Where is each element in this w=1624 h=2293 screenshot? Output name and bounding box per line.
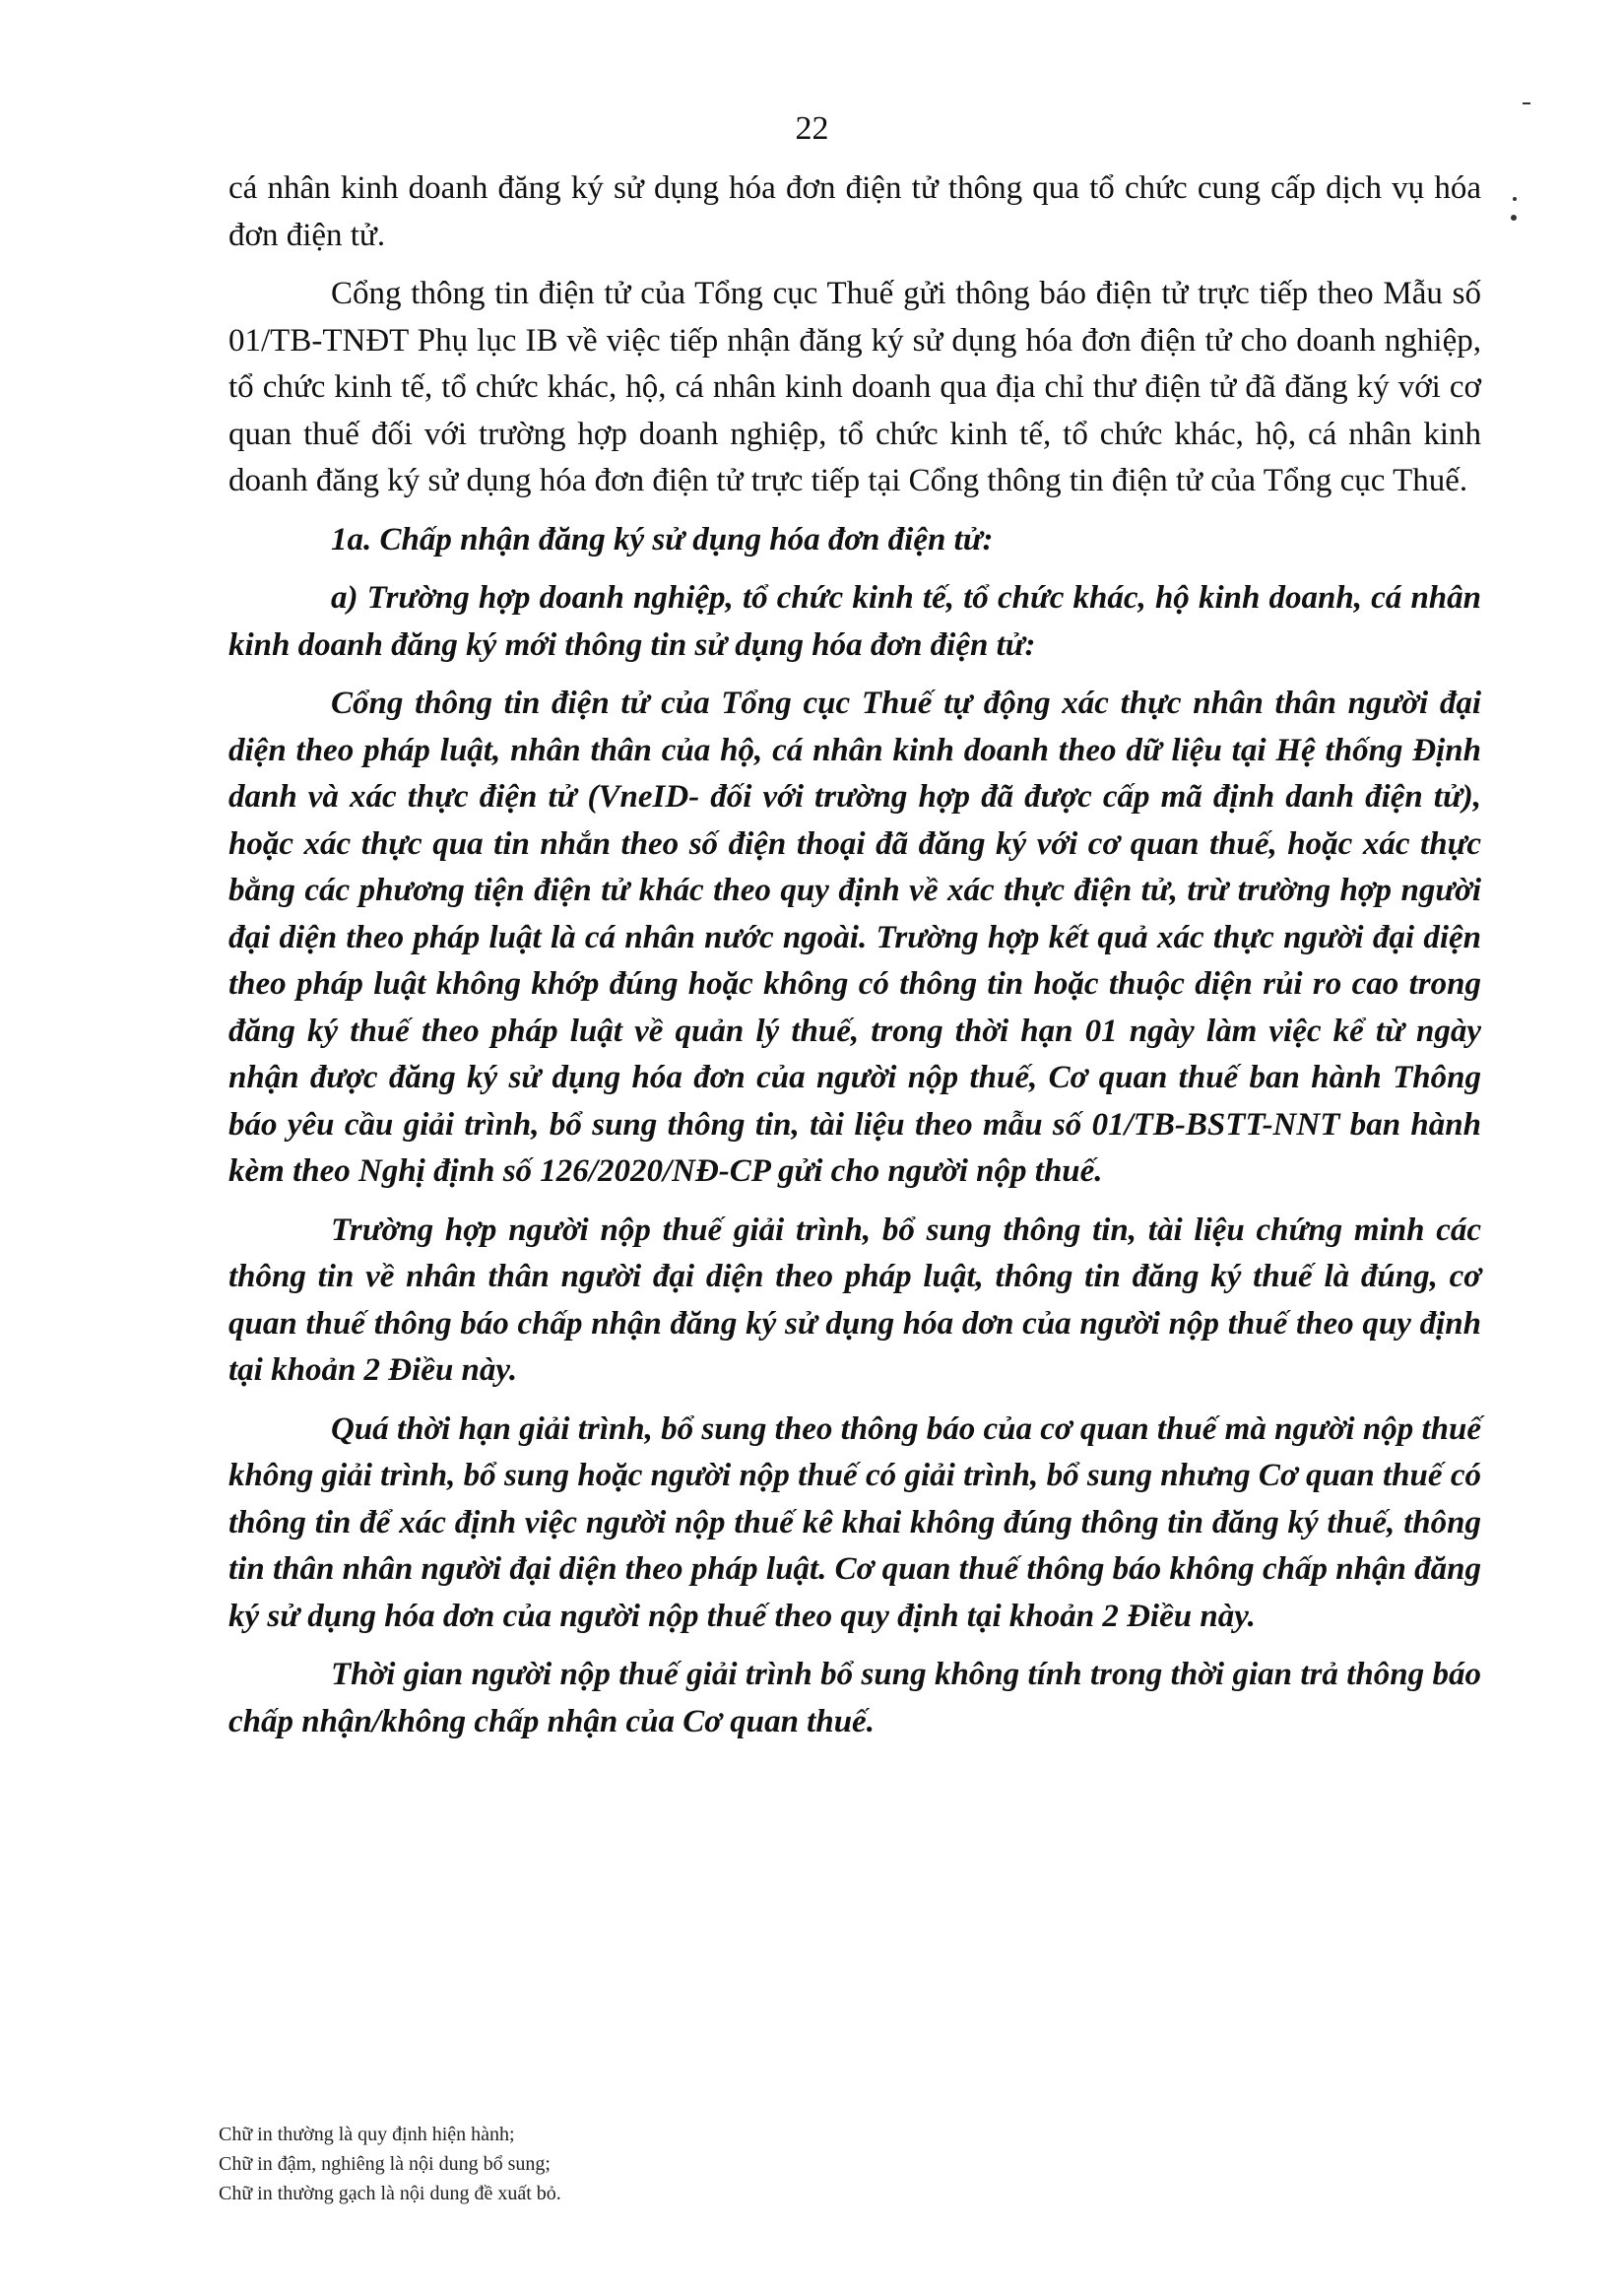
section-heading-1a: 1a. Chấp nhận đăng ký sử dụng hóa đơn điện tử: bbox=[331, 521, 994, 557]
footnote-removals: Chữ in thường gạch là nội dung đề xuất bỏ. bbox=[219, 2183, 561, 2204]
document-body bbox=[228, 165, 1481, 1757]
paragraph-explanation-time: Thời gian người nộp thuế giải trình bổ sung không tính trong thời gian trả thông báo chấp nhận/không chấp nhận của Cơ quan thuế. bbox=[228, 1657, 1481, 1739]
paragraph-identity-verification: Cổng thông tin điện tử của Tổng cục Thuế tự động xác thực nhân thân người đại diện theo pháp luật, nhân thân của hộ, cá nhân kinh doanh theo dữ liệu tại Hệ thống Định danh và xác thực điện tử (VneID- đối với trường hợp đã được cấp mã định danh điện tử), hoặc xác thực qua tin nhắn theo số điện thoại đã đăng ký với cơ quan thuế, hoặc xác thực bằng các phương tiện điện tử khác theo quy định về xác thực điện tử, trừ trường hợp người đại diện theo pháp luật là cá nhân nước ngoài. Trường hợp kết quả xác thực người đại diện theo pháp luật không khớp đúng hoặc không có thông tin hoặc thuộc diện rủi ro cao trong đăng ký thuế theo pháp luật về quản lý thuế, trong thời hạn 01 ngày làm việc kể từ ngày nhận được đăng ký sử dụng hóa đơn của người nộp thuế, Cơ quan thuế ban hành Thông báo yêu cầu giải trình, bổ sung thông tin, tài liệu theo mẫu số 01/TB-BSTT-NNT ban hành kèm theo Nghị định số 126/2020/NĐ-CP gửi cho người nộp thuế. bbox=[228, 686, 1481, 1189]
paragraph-portal-notice: Cổng thông tin điện tử của Tổng cục Thuế gửi thông báo điện tử trực tiếp theo Mẫu số 01/TB-TNĐT Phụ lục IB về việc tiếp nhận đăng ký sử dụng hóa đơn điện tử cho doanh nghiệp, tổ chức kinh tế, tổ chức khác, hộ, cá nhân kinh doanh qua địa chỉ thư điện tử đã đăng ký với cơ quan thuế đối với trường hợp doanh nghiệp, tổ chức kinh tế, tổ chức khác, hộ, cá nhân kinh doanh đăng ký sử dụng hóa đơn điện tử trực tiếp tại Cổng thông tin điện tử của Tổng cục Thuế. bbox=[228, 276, 1481, 498]
footnote-additions: Chữ in đậm, nghiêng là nội dung bổ sung; bbox=[219, 2153, 551, 2175]
scan-artifact-dot bbox=[1511, 215, 1517, 221]
paragraph-explanation-accepted: Trường hợp người nộp thuế giải trình, bổ sung thông tin, tài liệu chứng minh các thông tin về nhân thân người đại diện theo pháp luật, thông tin đăng ký thuế là đúng, cơ quan thuế thông báo chấp nhận đăng ký sử dụng hóa dơn của người nộp thuế theo quy định tại khoản 2 Điều này. bbox=[228, 1212, 1481, 1388]
scan-artifact-dot bbox=[1513, 197, 1517, 201]
scan-artifact-mark bbox=[1523, 102, 1530, 104]
subsection-heading-a: a) Trường hợp doanh nghiệp, tổ chức kinh tế, tổ chức khác, hộ kinh doanh, cá nhân kinh doanh đăng ký mới thông tin sử dụng hóa đơn điện tử: bbox=[228, 580, 1481, 663]
paragraph-explanation-rejected: Quá thời hạn giải trình, bổ sung theo thông báo của cơ quan thuế mà người nộp thuế không giải trình, bổ sung hoặc người nộp thuế có giải trình, bổ sung nhưng Cơ quan thuế có thông tin để xác định việc người nộp thuế kê khai không đúng thông tin đăng ký thuế, thông tin thân nhân người đại diện theo pháp luật. Cơ quan thuế thông báo không chấp nhận đăng ký sử dụng hóa dơn của người nộp thuế theo quy định tại khoản 2 Điều này. bbox=[228, 1410, 1481, 1634]
paragraph-continuation: cá nhân kinh doanh đăng ký sử dụng hóa đơn điện tử thông qua tổ chức cung cấp dịch vụ hóa đơn điện tử. bbox=[228, 170, 1481, 253]
footnote-current-rules: Chữ in thường là quy định hiện hành; bbox=[219, 2124, 515, 2145]
footnotes bbox=[219, 2120, 1203, 2208]
page-number: 22 bbox=[795, 110, 829, 147]
